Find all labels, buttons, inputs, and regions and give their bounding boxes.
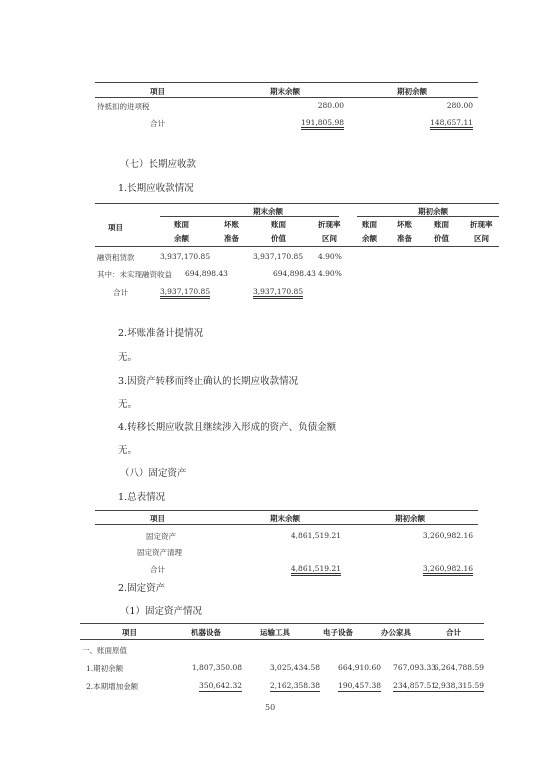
section-7-sub1: 1.长期应收款情况 <box>118 183 194 194</box>
fa-summary-total-end: 4,861,519.21 <box>291 564 341 576</box>
top-table-row-end: 280.00 <box>317 101 344 110</box>
lr-table-header-end: 期末余额 <box>253 207 283 216</box>
section-7-none-3: 无。 <box>118 445 138 456</box>
lr-table-rule-begin-group <box>357 216 499 217</box>
lr-col-begin-provision-l2: 准备 <box>397 234 412 243</box>
lr-row-1-rate: 4.90% <box>318 252 342 261</box>
section-7-sub3: 3.因资产转移而终止确认的长期应收款情况 <box>118 376 299 387</box>
lr-table-rule-top <box>95 203 499 204</box>
lr-row-2-label: 其中：未实现融资收益 <box>97 270 172 279</box>
section-7-none-2: 无。 <box>118 399 138 410</box>
fa-table-rule-top <box>80 623 484 624</box>
fa-summary-row-1-label: 固定资产 <box>146 532 176 541</box>
fa-table-header-total: 合计 <box>446 628 461 637</box>
fa-table-header-machinery: 机器设备 <box>191 628 221 637</box>
fa-row-3-furniture: 234,857.51 <box>393 681 436 690</box>
top-table-total-begin: 148,657.11 <box>430 118 473 130</box>
lr-table-header-begin: 期初余额 <box>418 207 448 216</box>
lr-col-begin-value-l2: 价值 <box>434 234 449 243</box>
lr-row-2-balance: 694,898.43 <box>185 269 228 278</box>
fa-summary-header-begin: 期初余额 <box>395 514 425 523</box>
lr-col-begin-provision-l1: 坏账 <box>397 220 412 229</box>
section-7-none-1: 无。 <box>118 352 138 363</box>
fa-row-2-label: 1.期初余额 <box>86 664 124 673</box>
fa-table-header-electronic: 电子设备 <box>323 628 353 637</box>
fa-summary-row-1-begin: 3,260,982.16 <box>422 531 473 540</box>
top-table-rule-header <box>95 97 478 98</box>
section-7-sub2: 2.坏账准备计提情况 <box>118 328 204 339</box>
fa-row-2-total: 6,264,788.59 <box>433 663 484 672</box>
lr-col-end-provision-l1: 坏账 <box>224 220 239 229</box>
fa-row-3-machinery: 350,642.32 <box>199 681 242 690</box>
fa-summary-header-item: 项目 <box>150 514 165 523</box>
fa-row-3-label: 2.本期增加金额 <box>86 682 139 691</box>
fa-summary-rule-top <box>95 510 478 511</box>
lr-row-2-rate: 4.90% <box>318 269 342 278</box>
lr-col-begin-rate-l2: 区间 <box>474 234 489 243</box>
lr-col-begin-balance-l1: 账面 <box>362 220 377 229</box>
fa-summary-row-1-end: 4,861,519.21 <box>290 531 341 540</box>
lr-total-label: 合计 <box>113 288 128 297</box>
section-8-title: （八）固定资产 <box>120 468 187 479</box>
fa-row-3-electronic: 190,457.38 <box>338 681 381 690</box>
fa-row-2-electronic: 664,910.60 <box>338 663 381 672</box>
top-table-row-begin: 280.00 <box>446 101 473 110</box>
lr-col-end-value-l1: 账面 <box>271 220 286 229</box>
fa-summary-header-end: 期末余额 <box>270 514 300 523</box>
fa-table-header-furniture: 办公家具 <box>381 628 411 637</box>
fa-row-3-transport: 2,162,358.38 <box>269 681 320 690</box>
lr-col-end-balance-l1: 账面 <box>174 220 189 229</box>
top-table-header-end: 期末余额 <box>270 87 300 96</box>
lr-col-end-balance-l2: 余额 <box>174 234 189 243</box>
lr-total-value: 3,937,170.85 <box>253 287 303 299</box>
fa-row-1-label: 一、账面原值 <box>82 646 127 655</box>
page-number: 50 <box>265 703 276 712</box>
fa-row-2-furniture: 767,093.33 <box>393 663 436 672</box>
lr-row-1-value: 3,937,170.85 <box>253 252 304 261</box>
top-table-header-begin: 期初余额 <box>397 87 427 96</box>
section-8-sub2: 2.固定资产 <box>118 583 166 594</box>
lr-col-begin-balance-l2: 余额 <box>362 234 377 243</box>
top-table-total-end: 191,805.98 <box>301 118 344 130</box>
top-table-header-item: 项目 <box>150 87 165 96</box>
lr-table-header-item: 项目 <box>108 223 123 232</box>
section-8-sub2a: （1）固定资产情况 <box>120 606 203 617</box>
lr-table-rule-header <box>95 246 499 247</box>
fa-row-2-transport: 3,025,434.58 <box>269 663 320 672</box>
top-table-row-label: 待抵扣的进项税 <box>97 102 150 111</box>
fa-table-rule-header <box>80 639 484 640</box>
section-7-sub4: 4.转移长期应收款且继续涉入形成的资产、负债金额 <box>118 422 337 433</box>
lr-col-end-value-l2: 价值 <box>271 234 286 243</box>
lr-table-rule-end-group <box>160 216 339 217</box>
fa-summary-total-label: 合计 <box>150 565 165 574</box>
fa-summary-total-begin: 3,260,982.16 <box>423 564 473 576</box>
section-7-title: （七）长期应收款 <box>120 159 197 170</box>
fa-summary-rule-header <box>95 524 478 525</box>
fa-row-3-total: 2,938,315.59 <box>433 681 484 690</box>
lr-row-1-label: 融资租赁款 <box>97 253 135 262</box>
lr-col-end-rate-l2: 区间 <box>322 234 337 243</box>
lr-col-end-provision-l2: 准备 <box>224 234 239 243</box>
lr-row-2-value: 694,898.43 <box>273 269 316 278</box>
fa-table-header-item: 项目 <box>122 628 137 637</box>
top-table-total-label: 合计 <box>150 119 165 128</box>
fa-summary-row-2-label: 固定资产清理 <box>137 548 182 557</box>
lr-col-begin-value-l1: 账面 <box>434 220 449 229</box>
fa-table-header-transport: 运输工具 <box>260 628 290 637</box>
fa-row-2-machinery: 1,807,350.08 <box>191 663 242 672</box>
lr-col-begin-rate-l1: 折现率 <box>470 220 493 229</box>
top-table-rule-top <box>95 82 478 83</box>
lr-row-1-balance: 3,937,170.85 <box>160 252 211 261</box>
lr-total-balance: 3,937,170.85 <box>160 287 210 299</box>
lr-col-end-rate-l1: 折现率 <box>318 220 341 229</box>
section-8-sub1: 1.总表情况 <box>118 492 166 503</box>
